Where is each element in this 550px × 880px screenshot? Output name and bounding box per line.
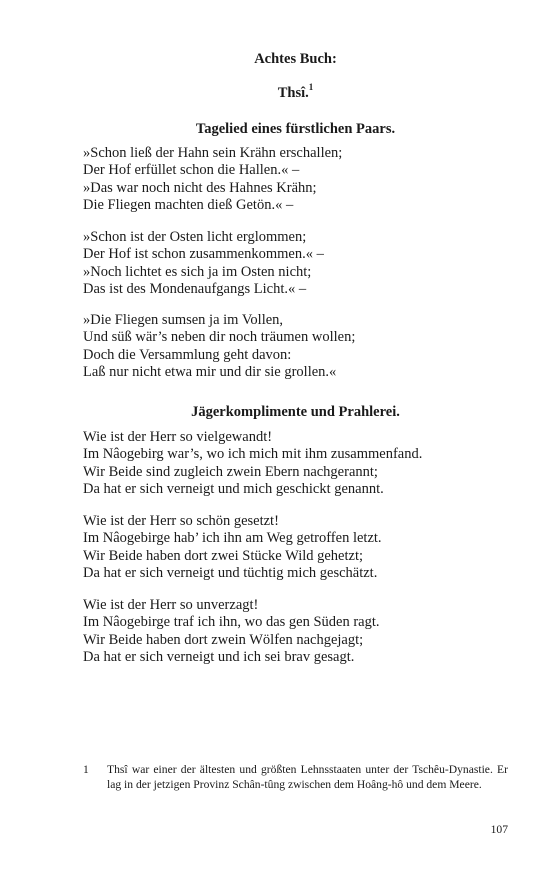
verse-line: »Die Fliegen sumsen ja im Vollen, [83, 312, 284, 328]
verse-line: Die Fliegen machten dieß Getön.« – [83, 197, 294, 214]
stanza [83, 145, 508, 215]
verse-line: Wie ist der Herr so unverzagt! [83, 597, 259, 613]
book-page [83, 0, 508, 880]
footnote-reference[interactable]: 1 [308, 82, 314, 93]
verse-line: »Das war noch nicht des Hahnes Krähn; [83, 179, 317, 196]
poem-title: Tagelied eines fürstlichen Paars. [195, 121, 396, 137]
verse-line: »Schon ließ der Hahn sein Krähn erschallen; [83, 145, 343, 161]
poem-title: Jägerkomplimente und Prahlerei. [191, 404, 400, 420]
verse-line: Da hat er sich verneigt und mich geschickt genannt. [83, 481, 384, 498]
section-title-text: Thsî. [277, 85, 309, 101]
verse-line: Da hat er sich verneigt und tüchtig mich geschätzt. [83, 565, 378, 582]
verse-line: Im Nâogebirge traf ich ihn, wo das gen Süden ragt. [83, 614, 380, 631]
verse-line: »Schon ist der Osten licht erglommen; [83, 229, 307, 245]
section-title [83, 84, 508, 102]
stanza [83, 429, 508, 499]
verse-line: Doch die Versammlung geht davon: [83, 346, 292, 363]
verse-line: Da hat er sich verneigt und ich sei brav gesagt. [83, 649, 355, 666]
verse-line: Das ist des Mondenaufgangs Licht.« – [83, 281, 307, 298]
verse-line: »Noch lichtet es sich ja im Osten nicht; [83, 263, 312, 280]
stanza [83, 312, 508, 382]
verse-line: Wir Beide haben dort zwei Stücke Wild gehetzt; [83, 547, 364, 564]
verse-line: Der Hof erfüllet schon die Hallen.« – [83, 162, 300, 179]
stanza [83, 513, 508, 583]
verse-line: Wir Beide sind zugleich zwein Ebern nachgerannt; [83, 463, 378, 480]
stanza [83, 597, 508, 667]
footnote [83, 763, 508, 792]
footnote-text: Thsî war einer der ältesten und größten Lehnsstaaten unter der Tschêu-Dynastie. Er lag in der jetzigen Provinz Schân-tûng zwischen dem Hoâng-hô und dem Meere. [107, 763, 508, 791]
verse-line: Im Nâogebirg war’s, wo ich mich mit ihm zusammenfand. [83, 446, 423, 463]
footnote-number: 1 [83, 763, 89, 776]
verse-line: Der Hof ist schon zusammenkommen.« – [83, 246, 324, 263]
page-number: 107 [490, 823, 508, 836]
verse-line: Wie ist der Herr so schön gesetzt! [83, 513, 279, 529]
verse-line: Und süß wär’s neben dir noch träumen wollen; [83, 329, 356, 346]
verse-line: Im Nâogebirge hab’ ich ihn am Weg getroffen letzt. [83, 530, 382, 547]
book-title: Achtes Buch: [254, 51, 337, 67]
verse-line: Laß nur nicht etwa mir und dir sie grollen.« [83, 364, 337, 381]
verse-line: Wir Beide haben dort zwein Wölfen nachgejagt; [83, 631, 364, 648]
verse-line: Wie ist der Herr so vielgewandt! [83, 429, 273, 445]
stanza [83, 229, 508, 299]
